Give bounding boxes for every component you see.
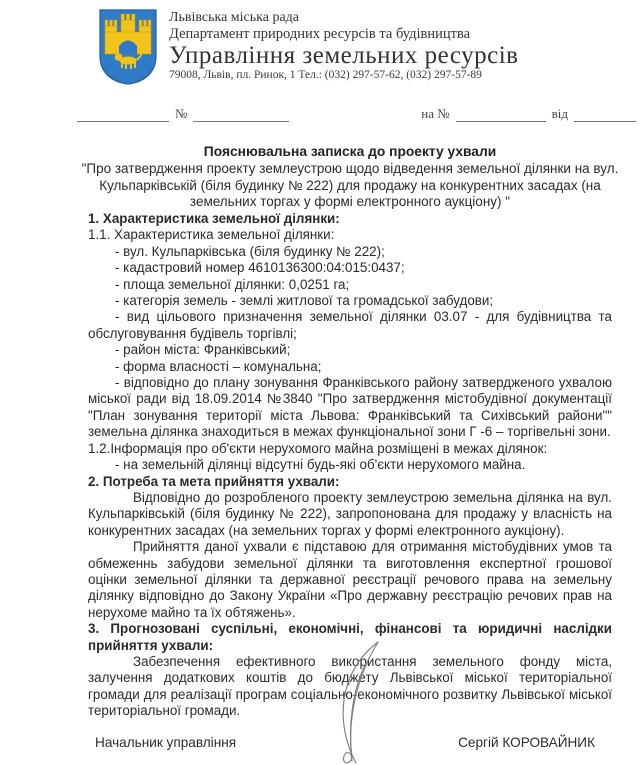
clause-1-1: 1.1. Характеристика земельної ділянки: [88, 227, 335, 243]
org-name-line2: Департамент природних ресурсів та будівництва [169, 26, 471, 42]
handwritten-signature [318, 628, 418, 765]
list-item-area: - площа земельної ділянки: 0,0251 га; [115, 276, 350, 292]
signer-position: Начальник управління [95, 735, 237, 750]
list-item-cadastre: - кадастровий номер 4610136300:04:015:0437; [115, 260, 405, 276]
section-3-heading: 3. Прогнозовані суспільні, економічні, фінансові та юридичні наслідки прийняття ухвали: [88, 621, 612, 653]
letterhead [98, 8, 519, 86]
lviv-coat-of-arms-icon [98, 8, 158, 86]
list-item-district: - район міста: Франківський; [115, 342, 291, 358]
section-3-paragraph-1: Забезпечення ефективного використання земельного фонду міста, залучення додаткових коштів до бюджету Львівської міської територіальної громади для реалізації програм соціально-економічного розвитку Львівської міської територіальної громади. [88, 653, 612, 719]
list-item-no-property: - на земельній ділянці відсутні будь-які об'єкти нерухомого майна. [115, 457, 526, 473]
number-label: № [175, 106, 188, 121]
list-item-purpose: - вид цільового призначення земельної ділянки 03.07 - для будівництва та обслуговування будівель торгівлі; [88, 309, 612, 341]
incoming-date-blank [574, 107, 636, 122]
org-name-line1: Львівська міська рада [169, 10, 300, 25]
incoming-number-blank [456, 107, 546, 122]
org-name-main: Управління земельних ресурсів [169, 42, 519, 69]
on-number-label: на № [421, 106, 450, 121]
clause-1-2: 1.2.Інформація про об'єкти нерухомого майна розміщені в межах ділянок: [88, 440, 548, 456]
section-2-heading: 2. Потреба та мета прийняття ухвали: [88, 473, 340, 489]
section-2-paragraph-1: Відповідно до розробленого проекту землеустрою земельна ділянка на вул. Кульпарківській (біля будинку № 222), запропонована для продажу у власність на конкурентних засадах (на земельних торгах у формі електронного аукціону). [88, 489, 612, 538]
org-address: 79008, Львів, пл. Ринок, 1 Тел.: (032) 297-57-62, (032) 297-57-89 [169, 69, 482, 81]
list-item-ownership: - форма власності – комунальна; [115, 358, 322, 374]
signer-name: Сергій КОРОВАЙНИК [458, 735, 595, 750]
document-subtitle: "Про затвердження проекту землеустрою щодо відведення земельної ділянки на вул. Кульпарківській (біля будинку № 222) для продажу на конкурентних засадах (на земельних торгах у формі електронного аукціону) " [81, 161, 619, 210]
section-2-paragraph-2: Прийняття даної ухвали є підставою для отримання містобудівних умов та обмеженнь забудови земельної ділянки та виготовлення експертної грошової оцінки земельної ділянки та державної реєстрації речового права на земельну ділянку відповідно до Закону України «Про державну реєстрацію речових прав на нерухоме майно та їх обтяжень». [88, 539, 612, 620]
date-label: від [551, 106, 568, 121]
list-item-street: - вул. Кульпарківська (біля будинку № 222); [115, 243, 385, 259]
list-item-zoning: - відповідно до плану зонування Франківського району затвердженого ухвалою міської ради від 18.09.2014 №3840 "Про затвердження містобудівної документації "План зонування території міста Львова: Франківський та Сихівський райони"" земельна ділянка знаходиться в межах функціональної зони Г -6 – торгівельні зони. [88, 375, 612, 440]
document-title: Пояснювальна записка до проекту ухвали [203, 144, 497, 159]
list-item-category: - категорія земель - землі житлової та громадської забудови; [115, 293, 494, 309]
outgoing-number-blank [193, 107, 289, 122]
outgoing-date-blank [77, 107, 169, 122]
reference-line [77, 106, 636, 122]
section-1-heading: 1. Характеристика земельної ділянки: [88, 211, 340, 226]
